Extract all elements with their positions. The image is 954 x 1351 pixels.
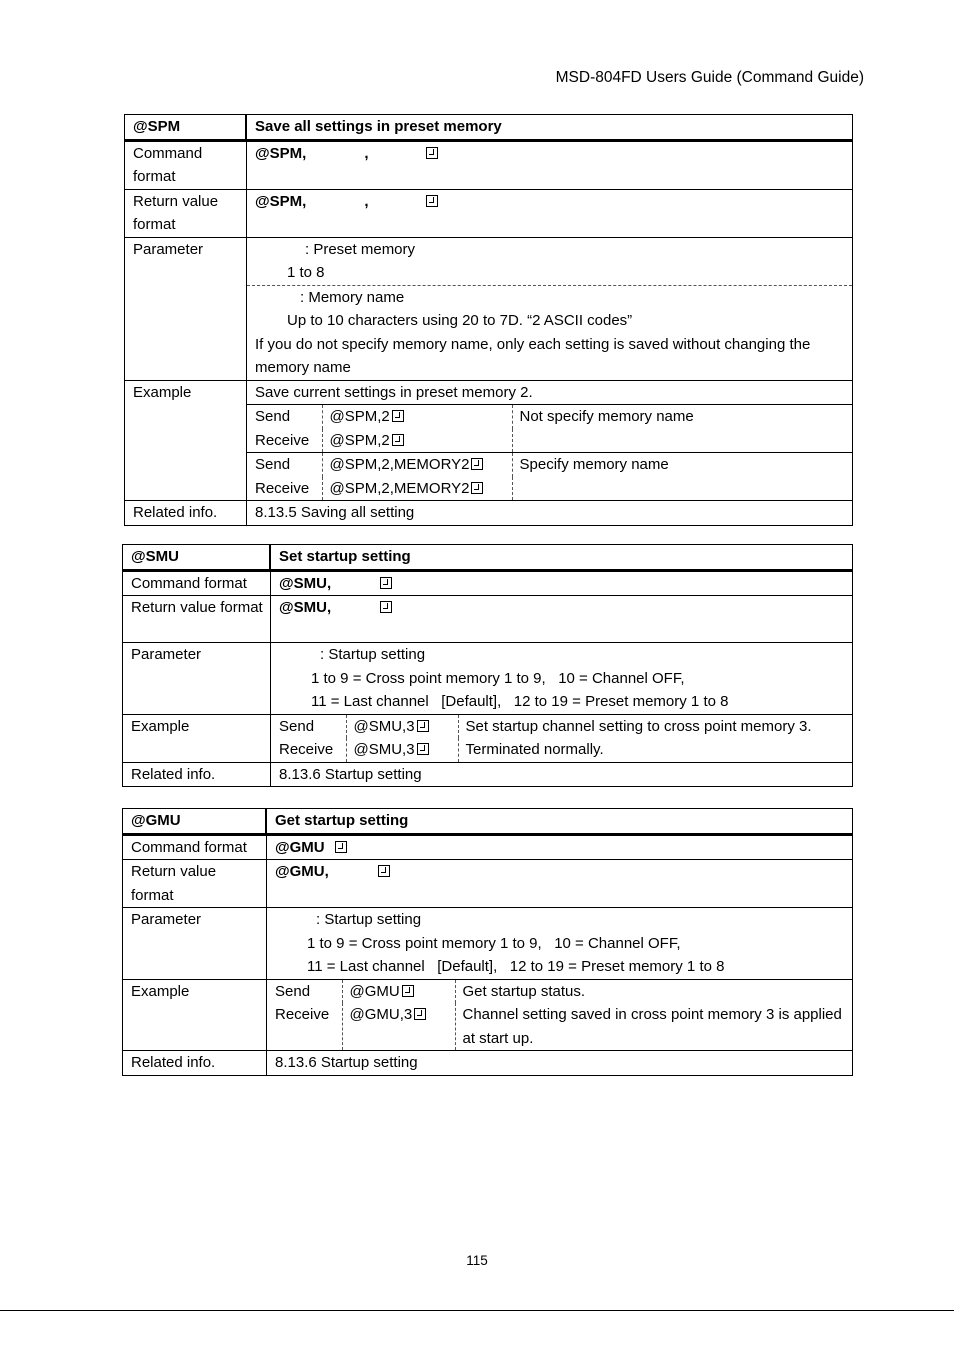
gmu-receive-label: Receive — [267, 1003, 342, 1050]
page-number: 115 — [466, 1253, 488, 1268]
smu-parameter-row — [123, 642, 852, 714]
smu-param-line2: 11 = Last channel [Default], 12 to 19 = Preset memory 1 to 8 — [311, 693, 729, 710]
smu-parameter-label: Parameter — [123, 642, 271, 714]
smu-param-name: : Startup setting — [320, 646, 426, 663]
gmu-command-name: @GMU — [123, 809, 267, 835]
spm-param2-note: If you do not specify memory name, only each setting is saved without changing the memory name — [255, 335, 811, 376]
smu-send-label: Send — [271, 715, 346, 739]
smu-header-row — [123, 545, 852, 571]
smu-related: 8.13.6 Startup setting — [271, 762, 852, 787]
spm-param2-name: : Memory name — [300, 288, 405, 306]
return-key-icon — [471, 482, 483, 494]
spm-ex2-receive: @SPM,2,MEMORY2 — [329, 479, 470, 497]
smu-command-table — [122, 544, 853, 787]
return-key-icon — [426, 195, 438, 207]
smu-example — [271, 715, 852, 762]
gmu-param-name: : Startup setting — [316, 911, 422, 928]
gmu-send-desc: Get startup status. — [462, 982, 586, 1000]
spm-ex2-receive-label: Receive — [247, 477, 322, 501]
spm-parameter-label: Parameter — [125, 237, 247, 380]
gmu-param-line1: 1 to 9 = Cross point memory 1 to 9, 10 = Channel OFF, — [307, 934, 681, 952]
spm-ex1-receive-label: Receive — [247, 429, 322, 453]
gmu-command-format-label: Command format — [123, 835, 267, 860]
spm-related-label: Related info. — [125, 500, 247, 525]
spm-return-format: @SPM, — [255, 192, 307, 210]
return-key-icon — [471, 458, 483, 470]
gmu-command-format-row — [123, 835, 852, 860]
smu-send: @SMU,3 — [353, 717, 415, 735]
smu-related-label: Related info. — [123, 762, 271, 787]
spm-related: 8.13.5 Saving all setting — [247, 500, 852, 525]
gmu-receive-desc: Channel setting saved in cross point memory 3 is applied at start up. — [462, 1006, 842, 1047]
gmu-header-row — [123, 809, 852, 835]
smu-return-format-label: Return value format — [123, 595, 271, 642]
return-key-icon — [417, 720, 429, 732]
gmu-return-format-label: Return value format — [123, 859, 267, 907]
spm-param1-name: : Preset memory — [305, 240, 416, 258]
return-key-icon — [414, 1008, 426, 1020]
return-key-icon — [426, 147, 438, 159]
gmu-command-title: Get startup setting — [267, 809, 852, 835]
spm-return-comma: , — [364, 192, 369, 210]
gmu-receive: @GMU,3 — [349, 1006, 413, 1023]
smu-return-format-row — [123, 595, 852, 642]
gmu-example-row — [123, 979, 852, 1051]
spm-parameter-row-1 — [125, 237, 852, 285]
spm-ex2-desc: Specify memory name — [519, 456, 669, 473]
spm-ex1-desc: Not specify memory name — [519, 408, 694, 425]
smu-command-title: Set startup setting — [271, 545, 852, 571]
gmu-example — [267, 980, 852, 1051]
smu-return-format: @SMU, — [279, 599, 332, 616]
gmu-return-format: @GMU, — [275, 863, 329, 880]
spm-param2-range: Up to 10 characters using 20 to 7D. “2 ASCII codes” — [287, 312, 633, 329]
return-key-icon — [402, 985, 414, 997]
smu-example-label: Example — [123, 714, 271, 762]
spm-command-table — [124, 114, 853, 526]
spm-related-row — [125, 500, 852, 525]
smu-receive-label: Receive — [271, 738, 346, 762]
gmu-command-format: @GMU — [275, 838, 325, 856]
spm-ex1-send: @SPM,2 — [329, 408, 390, 425]
spm-example-1 — [247, 405, 852, 452]
spm-ex1-send-label: Send — [247, 405, 322, 429]
return-key-icon — [392, 410, 404, 422]
smu-command-format-row — [123, 571, 852, 596]
smu-example-row — [123, 714, 852, 762]
spm-param1-range: 1 to 8 — [287, 264, 325, 281]
spm-ex2-send-label: Send — [247, 453, 322, 477]
spm-format-comma: , — [364, 144, 369, 162]
spm-command-format-label: Command format — [125, 141, 247, 189]
spm-ex1-receive: @SPM,2 — [329, 431, 390, 449]
spm-ex2-send: @SPM,2,MEMORY2 — [329, 456, 470, 473]
gmu-related: 8.13.6 Startup setting — [267, 1050, 852, 1075]
page-header: MSD-804FD Users Guide (Command Guide) — [555, 69, 864, 86]
return-key-icon — [380, 577, 392, 589]
gmu-parameter-row — [123, 907, 852, 979]
spm-command-title: Save all settings in preset memory — [247, 115, 852, 141]
return-key-icon — [392, 434, 404, 446]
spm-return-format-label: Return value format — [125, 189, 247, 237]
smu-command-name: @SMU — [123, 545, 271, 571]
gmu-parameter-label: Parameter — [123, 907, 267, 979]
spm-example-intro: Save current settings in preset memory 2. — [247, 381, 852, 406]
smu-command-format-label: Command format — [123, 571, 271, 596]
gmu-related-row — [123, 1050, 852, 1075]
gmu-send: @GMU — [349, 982, 400, 1000]
spm-command-format-row — [125, 141, 852, 189]
return-key-icon — [335, 841, 347, 853]
spm-return-format-row — [125, 189, 852, 237]
smu-receive-desc: Terminated normally. — [465, 741, 604, 758]
spm-example-2 — [247, 452, 852, 500]
smu-related-row — [123, 762, 852, 787]
spm-example-label: Example — [125, 380, 247, 501]
spm-command-name: @SPM — [125, 115, 247, 141]
return-key-icon — [380, 601, 392, 613]
gmu-example-label: Example — [123, 979, 267, 1051]
smu-command-format: @SMU, — [279, 574, 332, 592]
return-key-icon — [378, 865, 390, 877]
spm-command-format: @SPM, — [255, 144, 307, 162]
footer-divider — [0, 1310, 954, 1311]
smu-send-desc: Set startup channel setting to cross point memory 3. — [465, 717, 812, 735]
smu-param-line1: 1 to 9 = Cross point memory 1 to 9, 10 = Channel OFF, — [311, 669, 685, 687]
return-key-icon — [417, 743, 429, 755]
gmu-command-table — [122, 808, 853, 1076]
gmu-param-line2: 11 = Last channel [Default], 12 to 19 = Preset memory 1 to 8 — [307, 958, 725, 975]
gmu-send-label: Send — [267, 980, 342, 1004]
gmu-related-label: Related info. — [123, 1050, 267, 1075]
gmu-return-format-row — [123, 859, 852, 907]
spm-example-row — [125, 380, 852, 501]
smu-receive: @SMU,3 — [353, 741, 415, 758]
spm-header-row — [125, 115, 852, 141]
